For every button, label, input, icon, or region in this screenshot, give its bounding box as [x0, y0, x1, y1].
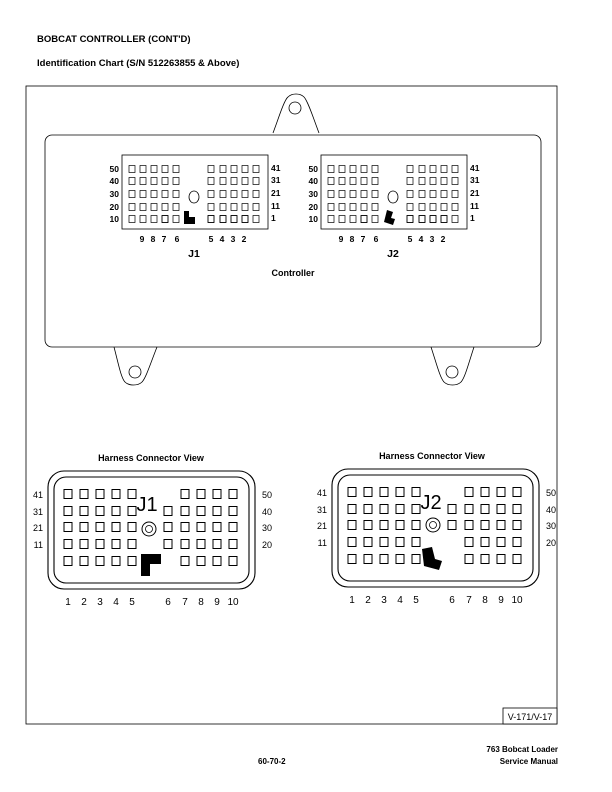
figure-ref: V-171/V-17 — [507, 712, 553, 722]
connector-name: J1 — [188, 248, 200, 260]
row-label: 40 — [262, 507, 273, 517]
row-label: 41 — [271, 163, 281, 173]
column-label: 10 — [511, 595, 523, 606]
row-label: 21 — [316, 521, 327, 531]
controller-label: Controller — [271, 268, 315, 278]
row-label: 11 — [317, 538, 327, 548]
row-label: 11 — [271, 201, 280, 211]
row-label: 21 — [32, 523, 43, 533]
row-label: 10 — [308, 214, 318, 224]
column-label: 5 — [413, 595, 419, 606]
column-label: 7 — [466, 595, 472, 606]
column-label: 4 — [418, 234, 424, 244]
column-label: 9 — [214, 597, 220, 608]
row-label: 40 — [308, 176, 318, 186]
row-label: 20 — [546, 538, 557, 548]
manual-title: 763 Bobcat Loader — [486, 745, 558, 754]
row-label: 50 — [262, 490, 273, 500]
column-label: 6 — [373, 234, 379, 244]
connector-shell-outer — [332, 469, 539, 587]
column-label: 5 — [208, 234, 214, 244]
mounting-tab-top — [273, 94, 319, 133]
controller-housing — [45, 94, 541, 385]
column-label: 8 — [482, 595, 488, 606]
column-label: 2 — [440, 234, 446, 244]
harness-connector-j2 — [317, 469, 556, 606]
row-label: 31 — [470, 175, 480, 185]
row-label: 31 — [316, 505, 327, 515]
harness-view-title-left: Harness Connector View — [98, 453, 204, 463]
row-label: 30 — [308, 189, 318, 199]
column-label: 2 — [365, 595, 371, 606]
connector-name: J2 — [420, 492, 442, 514]
harness-view-title-right: Harness Connector View — [379, 451, 485, 461]
column-label: 6 — [449, 595, 455, 606]
page-subtitle: Identification Chart (S/N 512263855 & Above) — [37, 58, 240, 69]
row-label: 40 — [109, 176, 119, 186]
column-label: 7 — [161, 234, 167, 244]
column-label: 1 — [65, 597, 71, 608]
column-label: 3 — [381, 595, 387, 606]
column-label: 7 — [360, 234, 366, 244]
row-label: 41 — [32, 490, 43, 500]
column-label: 4 — [219, 234, 225, 244]
row-label: 1 — [271, 213, 276, 223]
row-label: 30 — [262, 523, 273, 533]
row-label: 20 — [308, 202, 318, 212]
row-label: 10 — [109, 214, 119, 224]
column-label: 8 — [349, 234, 355, 244]
column-label: 1 — [349, 595, 355, 606]
page-number: 60-70-2 — [258, 757, 286, 766]
column-label: 9 — [338, 234, 344, 244]
row-label: 30 — [109, 189, 119, 199]
row-label: 21 — [271, 188, 281, 198]
connector-name: J1 — [136, 494, 158, 516]
row-label: 50 — [546, 488, 557, 498]
column-label: 3 — [429, 234, 435, 244]
column-label: 8 — [198, 597, 204, 608]
column-label: 2 — [241, 234, 247, 244]
column-label: 4 — [113, 597, 119, 608]
column-label: 3 — [97, 597, 103, 608]
column-label: 5 — [407, 234, 413, 244]
manual-subtitle: Service Manual — [499, 757, 558, 766]
connector-shell-outer — [48, 471, 255, 589]
column-label: 8 — [150, 234, 156, 244]
row-label: 31 — [32, 507, 43, 517]
row-label: 1 — [470, 213, 475, 223]
column-label: 3 — [230, 234, 236, 244]
column-label: 6 — [165, 597, 171, 608]
connector-outline — [321, 155, 467, 229]
page-title: BOBCAT CONTROLLER (CONT'D) — [37, 34, 191, 45]
column-label: 10 — [227, 597, 239, 608]
column-label: 9 — [139, 234, 145, 244]
row-label: 50 — [109, 164, 119, 174]
harness-connector-j1 — [33, 471, 272, 608]
row-label: 20 — [262, 540, 273, 550]
row-label: 30 — [546, 521, 557, 531]
connector-name: J2 — [387, 248, 399, 260]
column-label: 7 — [182, 597, 188, 608]
row-label: 41 — [470, 163, 480, 173]
row-label: 20 — [109, 202, 119, 212]
column-label: 2 — [81, 597, 87, 608]
row-label: 31 — [271, 175, 281, 185]
row-label: 40 — [546, 505, 557, 515]
row-label: 50 — [308, 164, 318, 174]
row-label: 11 — [470, 201, 479, 211]
column-label: 5 — [129, 597, 135, 608]
row-label: 11 — [33, 540, 43, 550]
column-label: 9 — [498, 595, 504, 606]
column-label: 4 — [397, 595, 403, 606]
row-label: 41 — [316, 488, 327, 498]
row-label: 21 — [470, 188, 480, 198]
column-label: 6 — [174, 234, 180, 244]
